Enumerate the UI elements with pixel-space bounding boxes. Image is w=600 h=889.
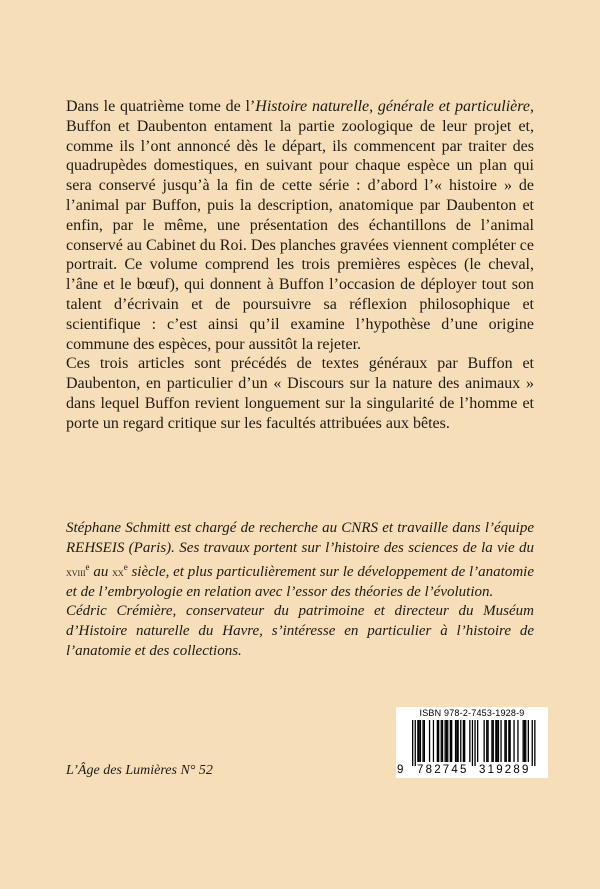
barcode-bar [464, 720, 465, 762]
summary-text: Dans le quatrième tome de l’ [66, 98, 256, 115]
barcode-bar [484, 720, 485, 762]
barcode-guard-bar [532, 720, 533, 766]
barcode-guard-bar [534, 720, 535, 766]
barcode-bar [456, 720, 457, 762]
barcode-bar [477, 720, 478, 762]
barcode-bar [498, 720, 499, 762]
barcode-bar [495, 720, 496, 762]
barcode-bar [497, 720, 498, 762]
barcode-bar [528, 720, 529, 762]
barcode-guard-bar [415, 720, 416, 766]
barcode-bar [438, 720, 439, 762]
barcode-bar [445, 720, 446, 762]
bio-text: siècle, et plus particulièrement sur le développement de l’anatomie et de l’embryologie en relation avec l’essor des théories de l’évolution. [66, 564, 535, 600]
barcode-left-digits: 782745 [417, 764, 469, 776]
barcode-bar [429, 720, 430, 762]
barcode-bar [469, 720, 470, 762]
barcode-bar [455, 720, 456, 762]
barcode-bar [487, 720, 488, 762]
barcode-bar [500, 720, 501, 762]
isbn-barcode [396, 707, 548, 778]
book-summary [66, 97, 534, 434]
series-label: L’Âge des Lumières N° 52 [66, 763, 213, 778]
isbn-label: ISBN 978-2-7453-1928-9 [419, 708, 525, 718]
barcode-bar [506, 720, 507, 762]
barcode-bar [524, 720, 525, 762]
barcode-bar [458, 720, 459, 762]
barcode-bar [437, 720, 438, 762]
century-numeral: xviii [66, 565, 86, 580]
barcode-bar [451, 720, 452, 762]
work-title: Histoire naturelle, générale et particulière [255, 98, 531, 115]
author-bios [66, 519, 534, 661]
barcode-bar [446, 720, 447, 762]
barcode-bar [442, 720, 443, 762]
barcode-bar [441, 720, 442, 762]
barcode-bar [433, 720, 434, 762]
barcode-bar [517, 720, 518, 762]
barcode-bar [422, 720, 423, 762]
barcode-bar [525, 720, 526, 762]
barcode-bars [404, 720, 540, 766]
barcode-bar [463, 720, 464, 762]
barcode-bar [513, 720, 514, 762]
barcode-bar [491, 720, 492, 762]
barcode-bar [447, 720, 448, 762]
barcode-bar [460, 720, 461, 762]
summary-text: , Buffon et Daubenton entament la partie zoologique de leur projet et, comme ils l’ont annoncé dès le départ, ils commencent par traiter des quadrupèdes domestiques, en suivant pour chaque espèce un plan qui sera conservé jusqu’à la fin de cette série : d’abord l’« histoire » de l’animal par Buffon, puis la description, anatomique par Daubenton et enfin, par le même, une présentation des échantillons de l’animal conservé au Cabinet du Roi. Des planches gravées viennent compléter ce portrait. Ce volume comprend les trois premières espèces (le cheval, l’âne et le bœuf), qui donnent à Buffon l’occasion de déployer tout son talent d’écrivain et de poursuivre sa réflexion philosophique et scientifique : c’est ainsi qu’il examine l’hypothèse d’une origine commune des espèces, pour aussitôt la rejeter. [66, 98, 535, 353]
century-superscript: e [85, 562, 90, 573]
summary-paragraph-1 [66, 97, 534, 354]
bio-text: au [89, 564, 113, 581]
barcode-bar [424, 720, 425, 762]
barcode-bar [417, 720, 418, 762]
barcode-bar [486, 720, 487, 762]
barcode-bar [450, 720, 451, 762]
barcode-first-digit: 9 [397, 764, 404, 776]
century-superscript: e [123, 562, 128, 573]
barcode-guard-bar [474, 720, 475, 766]
barcode-bar [508, 720, 509, 762]
author-bio-cremiere: Cédric Crémière, conservateur du patrimoine et directeur du Muséum d’Histoire naturelle du Havre, s’intéresse en particulier à l’histoire de l’anatomie et des collections. [66, 603, 534, 659]
barcode-bar [420, 720, 421, 762]
century-numeral: xx [112, 565, 124, 580]
barcode-bar [493, 720, 494, 762]
bio-text: Stéphane Schmitt est chargé de recherche au CNRS et travaille dans l’équipe REHSEIS (Paris). Ses travaux portent sur l’histoire des sciences de la vie du [66, 520, 534, 556]
barcode-guard-bar [412, 720, 413, 766]
barcode-right-digits: 319289 [479, 764, 531, 776]
barcode-bar [504, 720, 505, 762]
barcode-bar [510, 720, 511, 762]
barcode-guard-bar [472, 720, 473, 766]
author-bio-schmitt [66, 519, 534, 602]
summary-paragraph-2: Ces trois articles sont précédés de textes généraux par Buffon et Daubenton, en particulier d’un « Discours sur la nature des animaux » dans lequel Buffon revient longuement sur la singularité de l’homme et porte un regard critique sur les facultés attribuées aux bêtes. [66, 355, 534, 432]
barcode-bar [523, 720, 524, 762]
barcode-bar [419, 720, 420, 762]
